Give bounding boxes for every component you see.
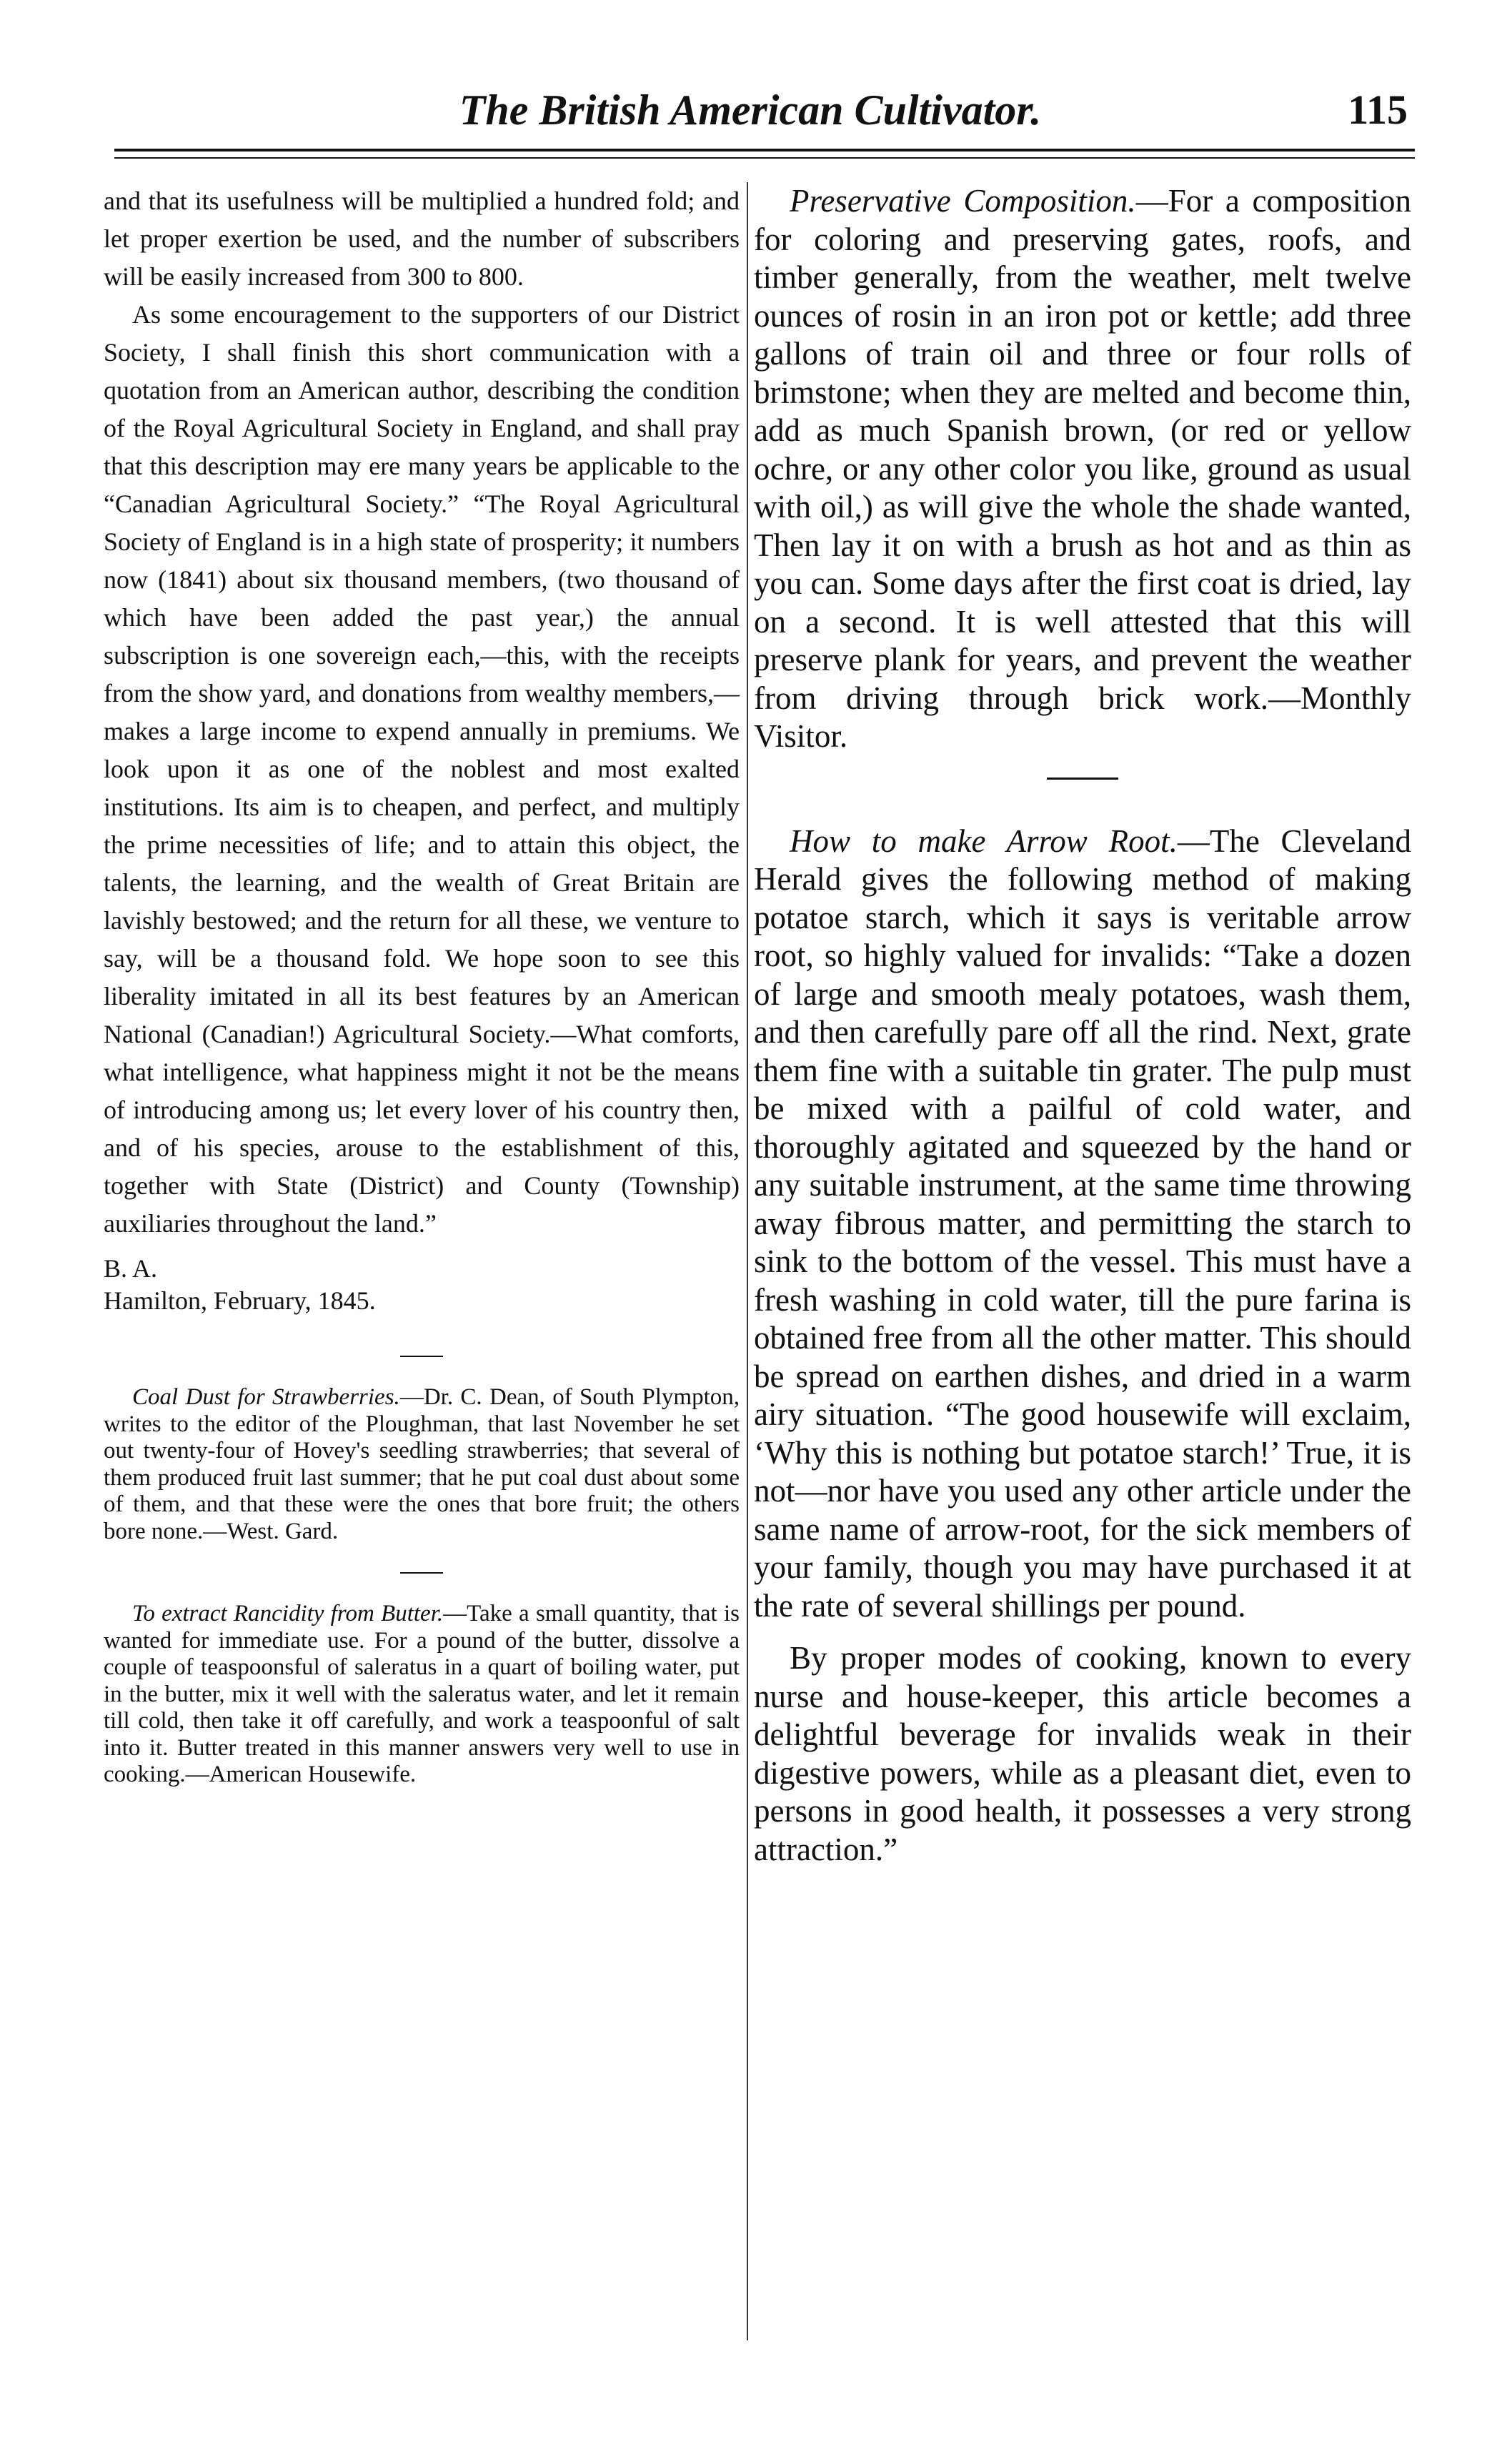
journal-title: The British American Cultivator.: [459, 86, 1042, 134]
paragraph-gap: [754, 1625, 1411, 1639]
left-column: [104, 182, 740, 1789]
arrowroot-closing-paragraph: By proper modes of cooking, known to every nurse and house-keeper, this article becomes a delightful beverage for invalids weak in their digestive powers, while as a pleasant diet, even to persons in good health, it possesses a very strong attraction.”: [754, 1640, 1411, 1867]
signature: B. A.: [104, 1254, 158, 1283]
page-number: 115: [1348, 86, 1408, 133]
preservative-title: Preservative Composition.: [790, 183, 1136, 219]
society-paragraph: As some encouragement to the supporters of our District Society, I shall finish this short communication with a quotation from an American author, describing the condition of the Royal Agricultural Society in England, and shall pray that this description may ere many years be applicable to the “Canadian Agricultural Society.” “The Royal Agricultural Society of England is in a high state of prosperity; it numbers now (1841) about six thousand members, (two thousand of which have been added the past year,) the annual subscription is one sovereign each,—this, with the receipts from the show yard, and donations from wealthy members,—makes a large income to expend annually in premiums. We look upon it as one of the noblest and most exalted institutions. Its aim is to cheapen, and perfect, and multiply the prime necessities of life; and to attain this object, the talents, the learning, and the wealth of Great Britain are lavishly bestowed; and the return for all these, we venture to say, will be a thousand fold. We hope soon to see this liberality imitated in all its best features by an American National (Canadian!) Agricultural Society.—What comforts, what intelligence, what happiness might it not be the means of introducing among us; let every lover of his country then, and of his species, arouse to the establishment of this, together with State (District) and County (Township) auxiliaries throughout the land.”: [104, 300, 740, 1238]
arrowroot-title: How to make Arrow Root.: [790, 823, 1178, 859]
column-divider: [747, 182, 748, 2340]
dateline: Hamilton, February, 1845.: [104, 1286, 376, 1315]
arrowroot-body: —The Cleveland Herald gives the following method of making potatoe starch, which it says is veritable arrow root, so highly valued for invalids: “Take a dozen of large and smooth mealy potatoes, wash them, and then carefully pare off all the rind. Next, grate them fine with a suitable tin grater. The pulp must be mixed with a pailful of cold water, and thoroughly agitated and squeezed by the hand or any suitable instrument, at the same time throwing away fibrous matter, and permitting the starch to sink to the bottom of the vessel. This must have a fresh washing in cold water, till the pure farina is obtained free from all the other matter. This should be spread on earthen dishes, and dried in a warm airy situation. “The good housewife will exclaim, ‘Why this is nothing but potatoe starch!’ True, it is not—nor have you used any other article under the same name of arrow-root, for the sick members of your family, though you may have purchased it at the rate of several shillings per pound.: [754, 823, 1411, 1624]
butter-body: —Take a small quantity, that is wanted for immediate use. For a pound of the butter, dissolve a couple of teaspoonsful of saleratus in a quart of boiling water, put in the butter, mix it well with the saleratus water, and let it remain till cold, then take it off carefully, and work a teaspoonful of salt into it. Butter treated in this manner answers very well to use in cooking.—American Housewife.: [104, 1601, 740, 1787]
running-header: [79, 79, 1422, 143]
preservative-article: [754, 182, 1411, 756]
butter-title: To extract Rancidity from Butter.: [132, 1601, 444, 1626]
continuation-paragraph: and that its usefulness will be multiplied a hundred fold; and let proper exertion be used, and the number of subscribers will be easily increased from 300 to 800.: [104, 187, 740, 291]
coal-dust-title: Coal Dust for Strawberries.: [132, 1384, 400, 1410]
preservative-body: —For a composition for coloring and preserving gates, roofs, and timber generally, from the weather, melt twelve ounces of rosin in an iron pot or kettle; add three gallons of train oil and three or four rolls of brimstone; when they are melted and become thin, add as much Spanish brown, (or red or yellow ochre, or any other color you like, ground as usual with oil,) as will give the whole the shade wanted, Then lay it on with a brush as hot and as thin as you can. Some days after the first coat is dried, lay on a second. It is well attested that this will preserve plank for years, and prevent the weather from driving through brick work.—Monthly Visitor.: [754, 183, 1412, 754]
butter-article: [104, 1601, 740, 1789]
section-separator: [400, 1572, 443, 1574]
section-separator: [400, 1356, 443, 1357]
arrowroot-article: [754, 823, 1411, 1626]
coal-dust-body: —Dr. C. Dean, of South Plympton, writes to the editor of the Ploughman, that last November he set out twenty-four of Hovey's seedling strawberries; that several of them produced fruit last summer; that he put coal dust about some of them, and that these were the ones that bore fruit; the others bore none.—West. Gard.: [104, 1384, 740, 1544]
header-rule: [114, 149, 1415, 159]
coal-dust-article: [104, 1384, 740, 1545]
section-separator: [1047, 778, 1118, 780]
right-column: [754, 182, 1411, 1869]
